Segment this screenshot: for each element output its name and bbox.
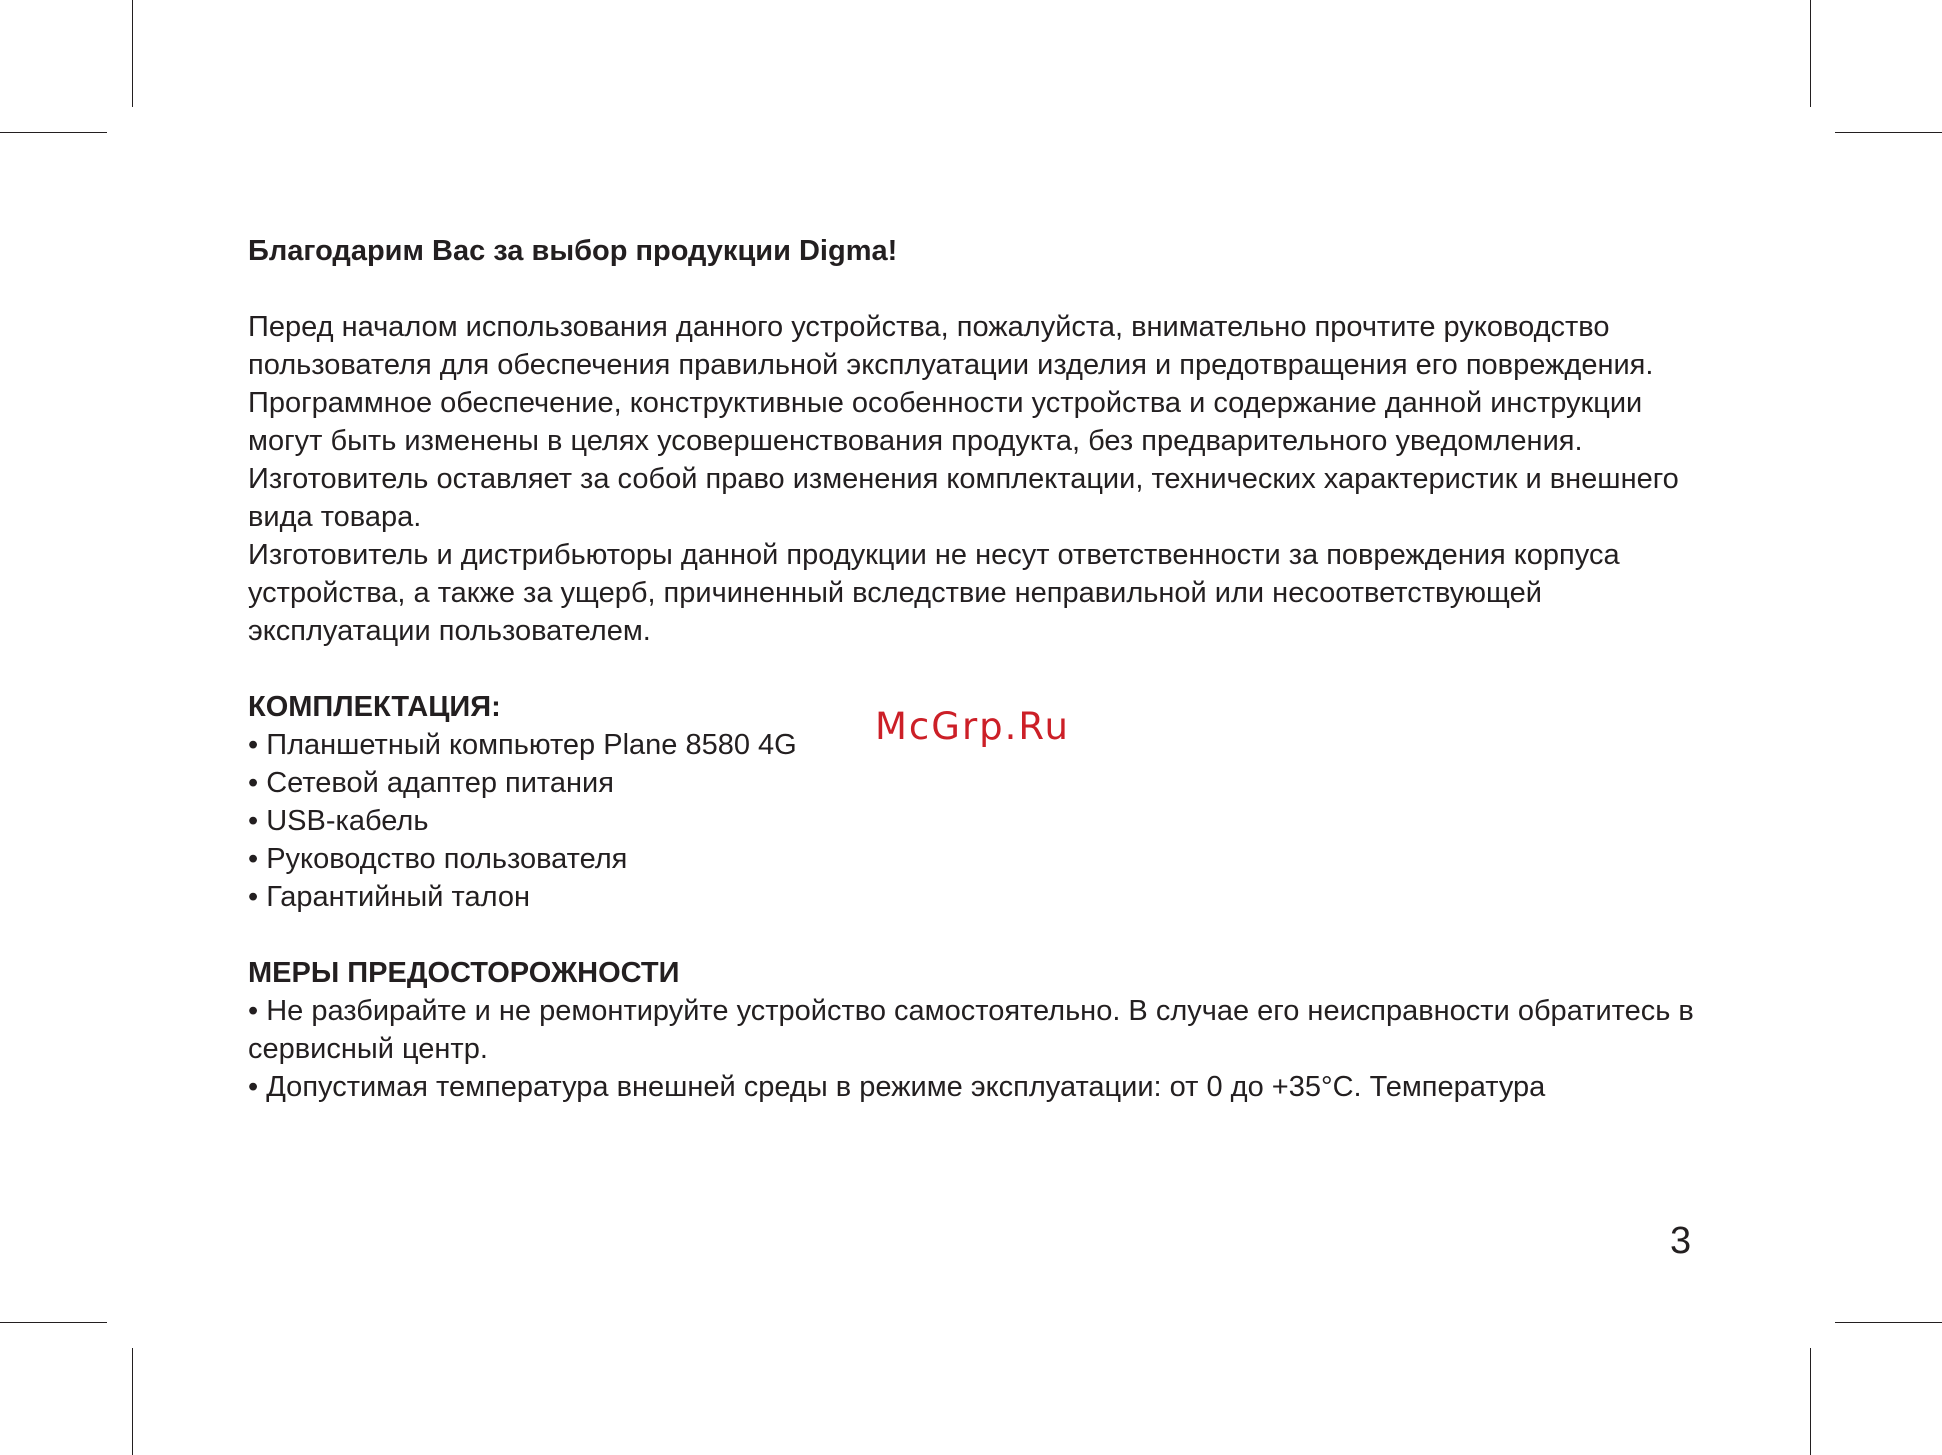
crop-mark-bottom-right-vertical — [1810, 1348, 1811, 1455]
spacer — [248, 916, 1718, 954]
page-title: Благодарим Вас за выбор продукции Digma! — [248, 235, 898, 267]
list-item: • Руководство пользователя — [248, 840, 1718, 878]
page-number: 3 — [1670, 1220, 1692, 1262]
manual-page-content — [248, 232, 1718, 1106]
crop-mark-bottom-left-horizontal — [0, 1322, 107, 1323]
list-item: • Сетевой адаптер питания — [248, 764, 1718, 802]
package-heading: КОМПЛЕКТАЦИЯ: — [248, 691, 501, 723]
spacer — [248, 270, 1718, 308]
list-item: • Гарантийный талон — [248, 878, 1718, 916]
intro-paragraph: Программное обеспечение, конструктивные особенности устройства и содержание данной инструкции могут быть изменены в целях усовершенствования продукта, без предварительного уведомления. — [248, 387, 1643, 457]
crop-mark-top-right-vertical — [1810, 0, 1811, 107]
list-item: • Допустимая температура внешней среды в режиме эксплуатации: от 0 до +35°С. Температура — [248, 1068, 1718, 1106]
precautions-list — [248, 992, 1718, 1106]
intro-paragraph: Изготовитель и дистрибьюторы данной продукции не несут ответственности за повреждения корпуса устройства, а также за ущерб, причиненный вследствие неправильной или несоответствующей эксплуатации пользователем. — [248, 539, 1620, 647]
watermark: McGrp.Ru — [875, 705, 1070, 748]
crop-mark-top-left-horizontal — [0, 132, 107, 133]
intro-paragraph: Изготовитель оставляет за собой право изменения комплектации, технических характеристик и внешнего вида товара. — [248, 463, 1679, 533]
list-item: • Планшетный компьютер Plane 8580 4G — [248, 726, 1718, 764]
intro-paragraph: Перед началом использования данного устройства, пожалуйста, внимательно прочтите руководство пользователя для обеспечения правильной эксплуатации изделия и предотвращения его повреждения. — [248, 311, 1654, 381]
crop-mark-top-left-vertical — [132, 0, 133, 107]
precautions-heading: МЕРЫ ПРЕДОСТОРОЖНОСТИ — [248, 957, 680, 989]
crop-mark-bottom-left-vertical — [132, 1348, 133, 1455]
list-item: • USB-кабель — [248, 802, 1718, 840]
list-item: • Не разбирайте и не ремонтируйте устройство самостоятельно. В случае его неисправности обратитесь в сервисный центр. — [248, 992, 1718, 1068]
spacer — [248, 650, 1718, 688]
crop-mark-top-right-horizontal — [1835, 132, 1942, 133]
package-list — [248, 726, 1718, 916]
crop-mark-bottom-right-horizontal — [1835, 1322, 1942, 1323]
